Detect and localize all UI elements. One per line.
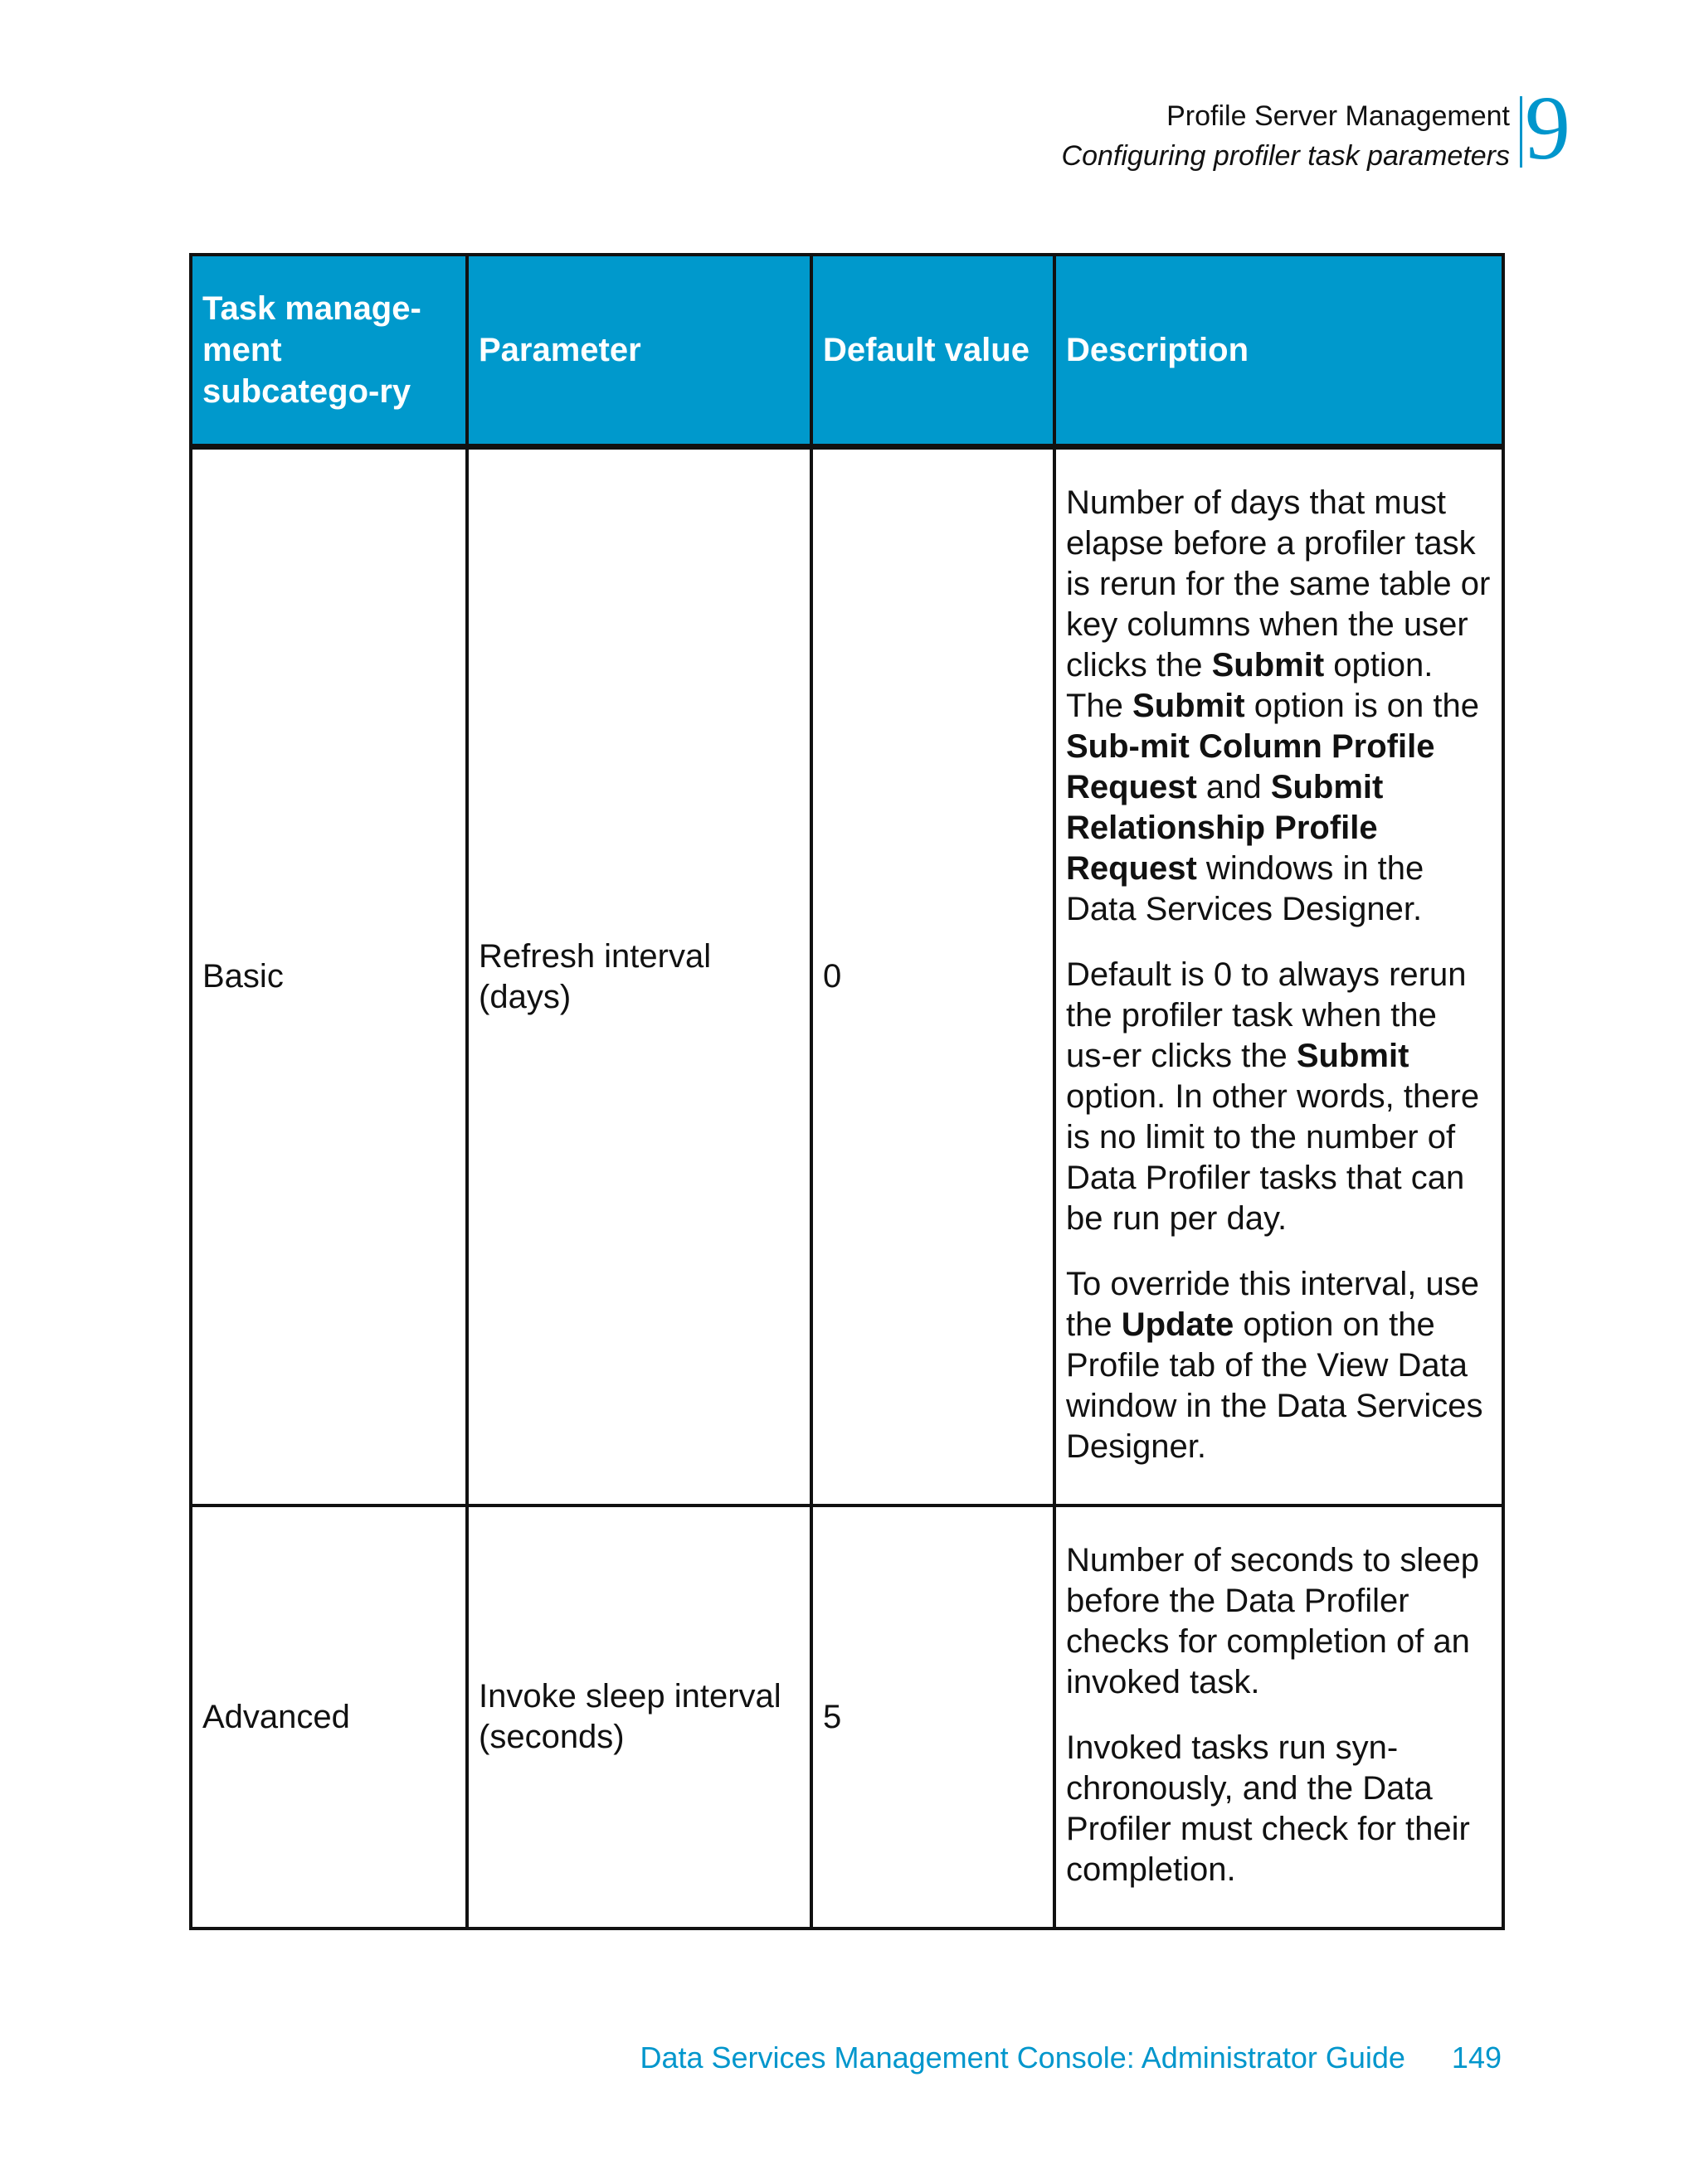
description-text: option on the Profile tab of the View Data window in the Data Services Designer. [1066, 1306, 1483, 1465]
running-footer [640, 2038, 1502, 2078]
header-subtitle: Configuring profiler task parameters [1061, 140, 1510, 172]
description-text: and [1196, 769, 1271, 805]
cell-description [1054, 1505, 1503, 1929]
column-header-default-value: Default value [811, 255, 1054, 447]
description-text: windows in the Data Services Designer. [1066, 850, 1424, 927]
description-paragraph [1066, 955, 1492, 1239]
ui-term: Update [1121, 1306, 1234, 1343]
description-text: option. In other words, there is no limit to the number of Data Profiler tasks that can be run per day. [1066, 1078, 1480, 1237]
ui-term: Submit [1296, 1038, 1409, 1074]
description-text: option. The [1066, 647, 1434, 724]
cell-default-value: 5 [811, 1505, 1054, 1929]
description-text: Number of days that must elapse before a profiler task is rerun for the same table or key columns when the user clicks the [1066, 484, 1491, 683]
cell-subcategory: Advanced [191, 1505, 467, 1929]
cell-parameter: Refresh interval (days) [467, 447, 811, 1506]
column-header-subcategory: Task manage-ment subcatego-ry [191, 255, 467, 447]
table-row [191, 1505, 1503, 1929]
description-paragraph [1066, 1264, 1492, 1467]
description-paragraph [1066, 1540, 1492, 1703]
description-text: option is on the [1244, 688, 1480, 724]
page-number: 149 [1451, 2041, 1502, 2075]
description-text: Invoked tasks run syn-chronously, and the Data Profiler must check for their completion. [1066, 1729, 1470, 1888]
chapter-marker [1520, 77, 1570, 178]
table-header-row [191, 255, 1503, 447]
column-header-description: Description [1054, 255, 1503, 447]
footer-title: Data Services Management Console: Administrator Guide [640, 2041, 1405, 2075]
description-text: Number of seconds to sleep before the Data Profiler checks for completion of an invoked task. [1066, 1542, 1480, 1700]
ui-term: Sub-mit Column Profile Request [1066, 728, 1435, 805]
header-title: Profile Server Management [1166, 100, 1510, 132]
description-text: To override this interval, use the [1066, 1266, 1480, 1343]
ui-term: Submit [1211, 647, 1325, 683]
chapter-number: 9 [1525, 77, 1570, 178]
ui-term: Submit Relationship Profile Request [1066, 769, 1384, 887]
description-paragraph [1066, 1728, 1492, 1890]
ui-term: Submit [1132, 688, 1245, 724]
profiler-parameters-table [189, 253, 1505, 1930]
cell-description [1054, 447, 1503, 1506]
description-paragraph [1066, 483, 1492, 930]
cell-default-value: 0 [811, 447, 1054, 1506]
column-header-parameter: Parameter [467, 255, 811, 447]
description-text: Default is 0 to always rerun the profiler task when the us-er clicks the [1066, 956, 1467, 1074]
running-header [1062, 96, 1510, 176]
chapter-divider [1520, 96, 1522, 168]
cell-parameter: Invoke sleep interval (seconds) [467, 1505, 811, 1929]
table-row [191, 447, 1503, 1506]
cell-subcategory: Basic [191, 447, 467, 1506]
